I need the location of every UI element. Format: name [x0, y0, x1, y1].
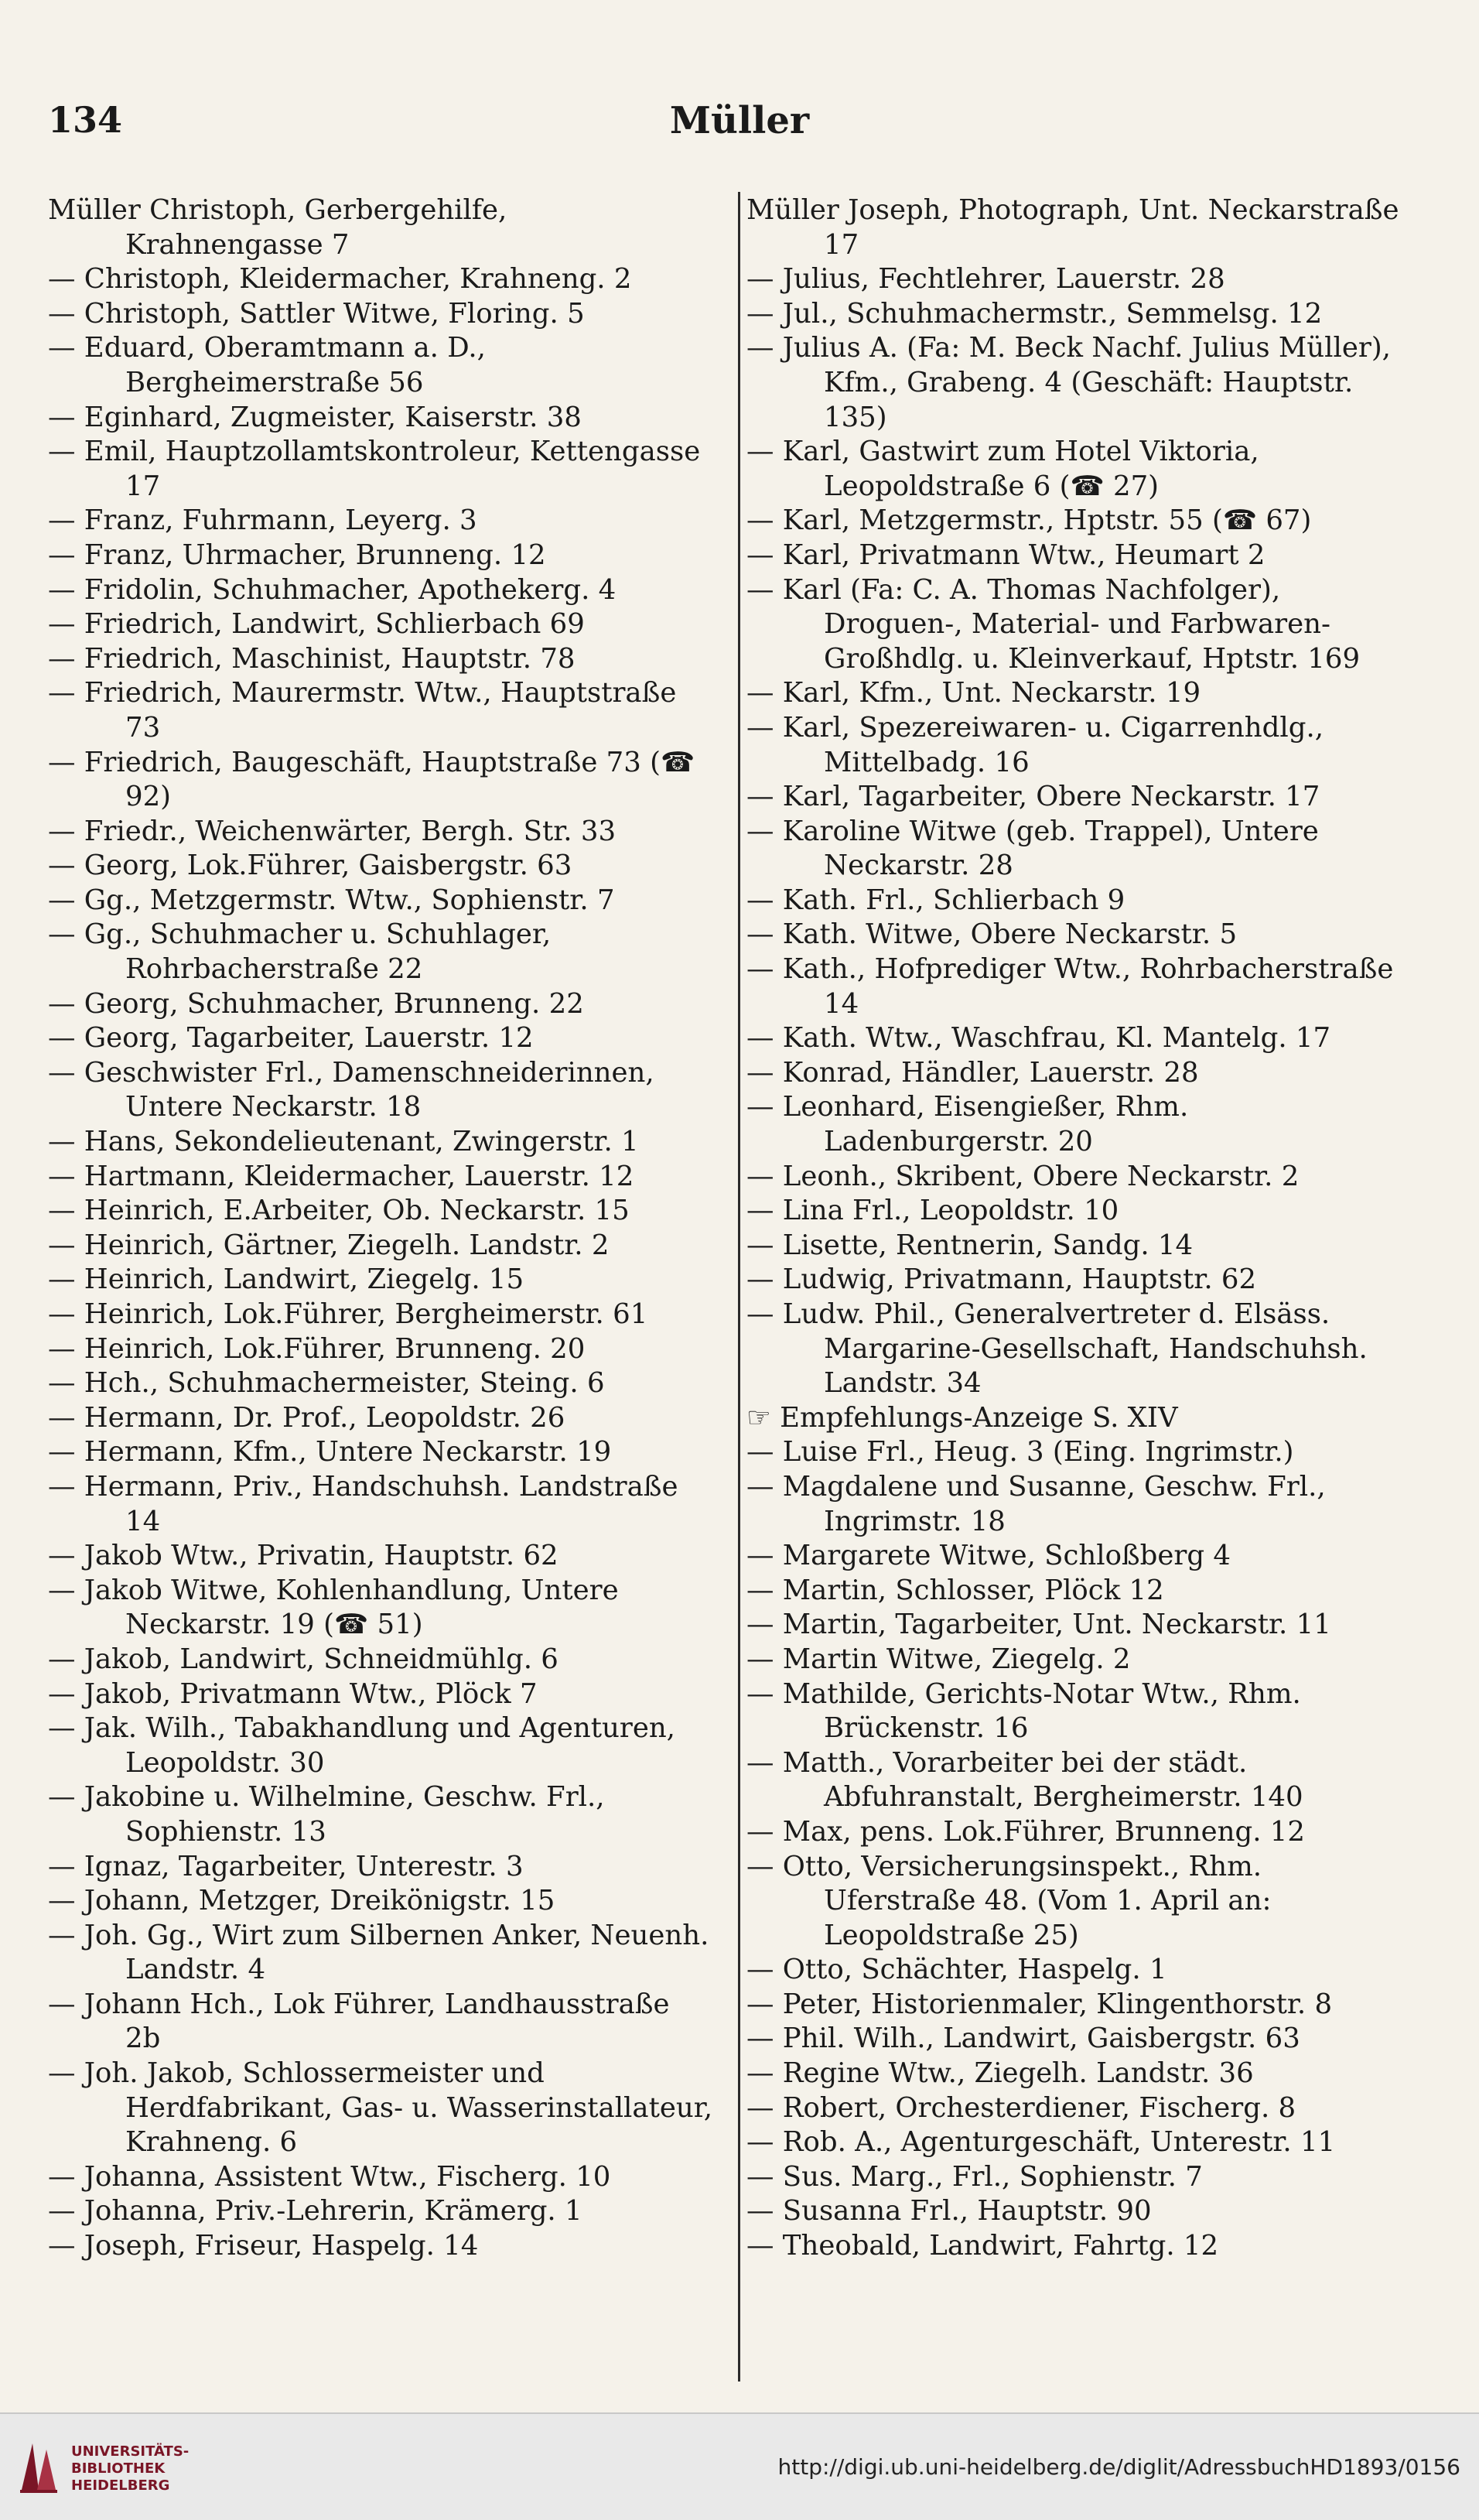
directory-entry: — Friedrich, Landwirt, Schlierbach 69: [48, 608, 585, 641]
directory-entry: — Emil, Hauptzollamtskontroleur, Kettengasse 17: [48, 436, 701, 502]
directory-entry: — Kath. Wtw., Waschfrau, Kl. Mantelg. 17: [746, 1022, 1331, 1055]
directory-entry: — Heinrich, E.Arbeiter, Ob. Neckarstr. 15: [48, 1195, 630, 1227]
directory-entry: — Phil. Wilh., Landwirt, Gaisbergstr. 63: [746, 2022, 1300, 2055]
directory-entry: — Eduard, Oberamtmann a. D., Bergheimerstraße 56: [48, 332, 486, 398]
directory-entry: — Magdalene und Susanne, Geschw. Frl., Ingrimstr. 18: [746, 1470, 1326, 1537]
directory-entry: — Hartmann, Kleidermacher, Lauerstr. 12: [48, 1160, 634, 1192]
directory-entry: — Jakob Witwe, Kohlenhandlung, Untere Neckarstr. 19 (☎ 51): [48, 1574, 619, 1641]
source-url-link[interactable]: http://digi.ub.uni-heidelberg.de/diglit/AdressbuchHD1893/0156: [777, 2454, 1460, 2480]
directory-entry: — Kath., Hofprediger Wtw., Rohrbacherstraße 14: [746, 953, 1394, 1020]
university-logo-icon[interactable]: [15, 2436, 62, 2498]
page-title: Müller: [669, 99, 810, 142]
directory-entry: — Regine Wtw., Ziegelh. Landstr. 36: [746, 2057, 1254, 2090]
library-name: [71, 2443, 189, 2494]
directory-entry: — Gg., Schuhmacher u. Schuhlager, Rohrbacherstraße 22: [48, 918, 552, 986]
directory-entry: — Mathilde, Gerichts-Notar Wtw., Rhm. Brückenstr. 16: [746, 1677, 1301, 1745]
directory-entry: — Ludw. Phil., Generalvertreter d. Elsäss. Margarine-Gesellschaft, Handschuhsh. Landstr. 34: [746, 1298, 1368, 1400]
directory-entry: — Heinrich, Lok.Führer, Brunneng. 20: [48, 1332, 586, 1365]
directory-entry: — Peter, Historienmaler, Klingenthorstr. 8: [746, 1988, 1333, 2020]
viewer-footer: [0, 2412, 1479, 2520]
directory-entry: — Margarete Witwe, Schloßberg 4: [746, 1540, 1231, 1572]
directory-entry: — Hermann, Priv., Handschuhsh. Landstraße 14: [48, 1470, 678, 1537]
directory-entry: Müller Joseph, Photograph, Unt. Neckarstraße 17: [746, 194, 1399, 261]
directory-entry: — Lisette, Rentnerin, Sandg. 14: [746, 1229, 1194, 1261]
directory-entry: — Joh. Jakob, Schlossermeister und Herdfabrikant, Gas- u. Wasserinstallateur, Krahneng. 6: [48, 2057, 713, 2159]
directory-entry: — Lina Frl., Leopoldstr. 10: [746, 1195, 1119, 1227]
directory-entry: — Johann Hch., Lok Führer, Landhausstraße 2b: [48, 1988, 670, 2055]
directory-entry: — Eginhard, Zugmeister, Kaiserstr. 38: [48, 401, 582, 433]
directory-entry: — Jul., Schuhmachermstr., Semmelsg. 12: [746, 297, 1323, 330]
directory-entry: — Georg, Tagarbeiter, Lauerstr. 12: [48, 1022, 534, 1055]
directory-entry: — Christoph, Kleidermacher, Krahneng. 2: [48, 263, 632, 296]
directory-entry: — Karl, Spezereiwaren- u. Cigarrenhdlg., Mittelbadg. 16: [746, 711, 1324, 778]
directory-entry: — Hermann, Dr. Prof., Leopoldstr. 26: [48, 1401, 565, 1434]
directory-entry: — Franz, Fuhrmann, Leyerg. 3: [48, 504, 477, 537]
directory-entry: — Jakob, Privatmann Wtw., Plöck 7: [48, 1677, 538, 1710]
directory-entry: — Friedrich, Maurermstr. Wtw., Hauptstraße 73: [48, 677, 677, 744]
directory-entry: — Karl, Metzgermstr., Hptstr. 55 (☎ 67): [746, 504, 1312, 537]
directory-entry: — Ignaz, Tagarbeiter, Unterestr. 3: [48, 1850, 524, 1882]
directory-entry: — Martin, Schlosser, Plöck 12: [746, 1574, 1164, 1606]
directory-entry: — Franz, Uhrmacher, Brunneng. 12: [48, 539, 546, 571]
directory-entry: — Gg., Metzgermstr. Wtw., Sophienstr. 7: [48, 884, 615, 916]
directory-entry: ☞ Empfehlungs-Anzeige S. XIV: [746, 1401, 1178, 1434]
directory-entry: — Susanna Frl., Hauptstr. 90: [746, 2195, 1152, 2228]
directory-entry: — Theobald, Landwirt, Fahrtg. 12: [746, 2230, 1219, 2262]
directory-entry: — Matth., Vorarbeiter bei der städt. Abfuhranstalt, Bergheimerstr. 140: [746, 1746, 1303, 1814]
directory-entry: — Fridolin, Schuhmacher, Apothekerg. 4: [48, 573, 617, 606]
directory-entry: — Martin Witwe, Ziegelg. 2: [746, 1643, 1131, 1675]
directory-entry: — Geschwister Frl., Damenschneiderinnen, Untere Neckarstr. 18: [48, 1056, 654, 1123]
directory-entry: — Kath. Witwe, Obere Neckarstr. 5: [746, 918, 1238, 951]
directory-entry: Müller Christoph, Gerbergehilfe, Krahnengasse 7: [48, 194, 507, 261]
directory-entry: — Joseph, Friseur, Haspelg. 14: [48, 2230, 479, 2262]
directory-entry: — Hermann, Kfm., Untere Neckarstr. 19: [48, 1436, 612, 1469]
directory-entry: — Karl, Privatmann Wtw., Heumart 2: [746, 539, 1266, 571]
directory-entry: — Heinrich, Landwirt, Ziegelg. 15: [48, 1263, 524, 1296]
directory-entry: — Kath. Frl., Schlierbach 9: [746, 884, 1125, 916]
library-name-line: UNIVERSITÄTS-: [71, 2443, 190, 2460]
directory-entry: — Johanna, Assistent Wtw., Fischerg. 10: [48, 2160, 611, 2193]
directory-entry: — Jakob Wtw., Privatin, Hauptstr. 62: [48, 1540, 558, 1572]
directory-entry: — Christoph, Sattler Witwe, Floring. 5: [48, 297, 585, 330]
directory-entry: — Karl (Fa: C. A. Thomas Nachfolger), Droguen-, Material- und Farbwaren-Großhdlg. u. Kleinverkauf, Hptstr. 169: [746, 573, 1361, 675]
directory-entry: — Hans, Sekondelieutenant, Zwingerstr. 1: [48, 1126, 639, 1158]
right-column: [746, 193, 1413, 2264]
directory-entry: — Jak. Wilh., Tabakhandlung und Agenturen, Leopoldstr. 30: [48, 1712, 675, 1779]
directory-entry: — Julius, Fechtlehrer, Lauerstr. 28: [746, 263, 1225, 296]
directory-entry: — Leonh., Skribent, Obere Neckarstr. 2: [746, 1160, 1300, 1192]
directory-entry: — Karl, Gastwirt zum Hotel Viktoria, Leopoldstraße 6 (☎ 27): [746, 436, 1259, 502]
directory-entry: — Georg, Schuhmacher, Brunneng. 22: [48, 987, 584, 1020]
directory-entry: — Friedrich, Baugeschäft, Hauptstraße 73 (☎ 92): [48, 746, 695, 813]
directory-entry: — Konrad, Händler, Lauerstr. 28: [746, 1056, 1199, 1089]
library-name-line: BIBLIOTHEK: [71, 2460, 166, 2477]
page-header: [48, 99, 1431, 153]
directory-entry: — Jakobine u. Wilhelmine, Geschw. Frl., Sophienstr. 13: [48, 1781, 605, 1848]
left-column: [48, 193, 713, 2264]
directory-entry: — Karl, Kfm., Unt. Neckarstr. 19: [746, 677, 1201, 709]
directory-entry: — Friedr., Weichenwärter, Bergh. Str. 33: [48, 815, 617, 847]
directory-entry: — Karl, Tagarbeiter, Obere Neckarstr. 17: [746, 781, 1320, 813]
directory-entry: — Robert, Orchesterdiener, Fischerg. 8: [746, 2091, 1296, 2124]
directory-entry: — Rob. A., Agenturgeschäft, Unterestr. 11: [746, 2126, 1336, 2159]
directory-entry: — Karoline Witwe (geb. Trappel), Untere Neckarstr. 28: [746, 815, 1319, 882]
directory-entry: — Friedrich, Maschinist, Hauptstr. 78: [48, 642, 576, 675]
directory-entry: — Heinrich, Lok.Führer, Bergheimerstr. 61: [48, 1298, 648, 1330]
directory-entry: — Otto, Schächter, Haspelg. 1: [746, 1954, 1167, 1986]
directory-entry: — Joh. Gg., Wirt zum Silbernen Anker, Neuenh. Landstr. 4: [48, 1919, 709, 1986]
directory-entry: — Georg, Lok.Führer, Gaisbergstr. 63: [48, 850, 572, 882]
directory-entry: — Hch., Schuhmachermeister, Steing. 6: [48, 1367, 605, 1400]
directory-entry: — Max, pens. Lok.Führer, Brunneng. 12: [746, 1815, 1305, 1848]
library-name-line: HEIDELBERG: [71, 2477, 170, 2494]
directory-entry: — Otto, Versicherungsinspekt., Rhm. Uferstraße 48. (Vom 1. April an: Leopoldstraße 25): [746, 1850, 1272, 1951]
directory-entry: — Johanna, Priv.-Lehrerin, Krämerg. 1: [48, 2195, 582, 2228]
directory-entry: — Sus. Marg., Frl., Sophienstr. 7: [746, 2160, 1203, 2193]
directory-entry: — Leonhard, Eisengießer, Rhm. Ladenburgerstr. 20: [746, 1091, 1189, 1158]
directory-entry: — Johann, Metzger, Dreikönigstr. 15: [48, 1885, 555, 1917]
directory-entry: — Martin, Tagarbeiter, Unt. Neckarstr. 11: [746, 1609, 1331, 1641]
column-divider: [738, 192, 740, 2382]
directory-entry: — Jakob, Landwirt, Schneidmühlg. 6: [48, 1643, 558, 1675]
directory-entry: — Heinrich, Gärtner, Ziegelh. Landstr. 2: [48, 1229, 610, 1261]
page-number: 134: [48, 99, 123, 141]
directory-entry: — Julius A. (Fa: M. Beck Nachf. Julius Müller), Kfm., Grabeng. 4 (Geschäft: Hauptstr. 135): [746, 332, 1391, 433]
directory-entry: — Luise Frl., Heug. 3 (Eing. Ingrimstr.): [746, 1436, 1294, 1469]
directory-entry: — Ludwig, Privatmann, Hauptstr. 62: [746, 1263, 1257, 1296]
